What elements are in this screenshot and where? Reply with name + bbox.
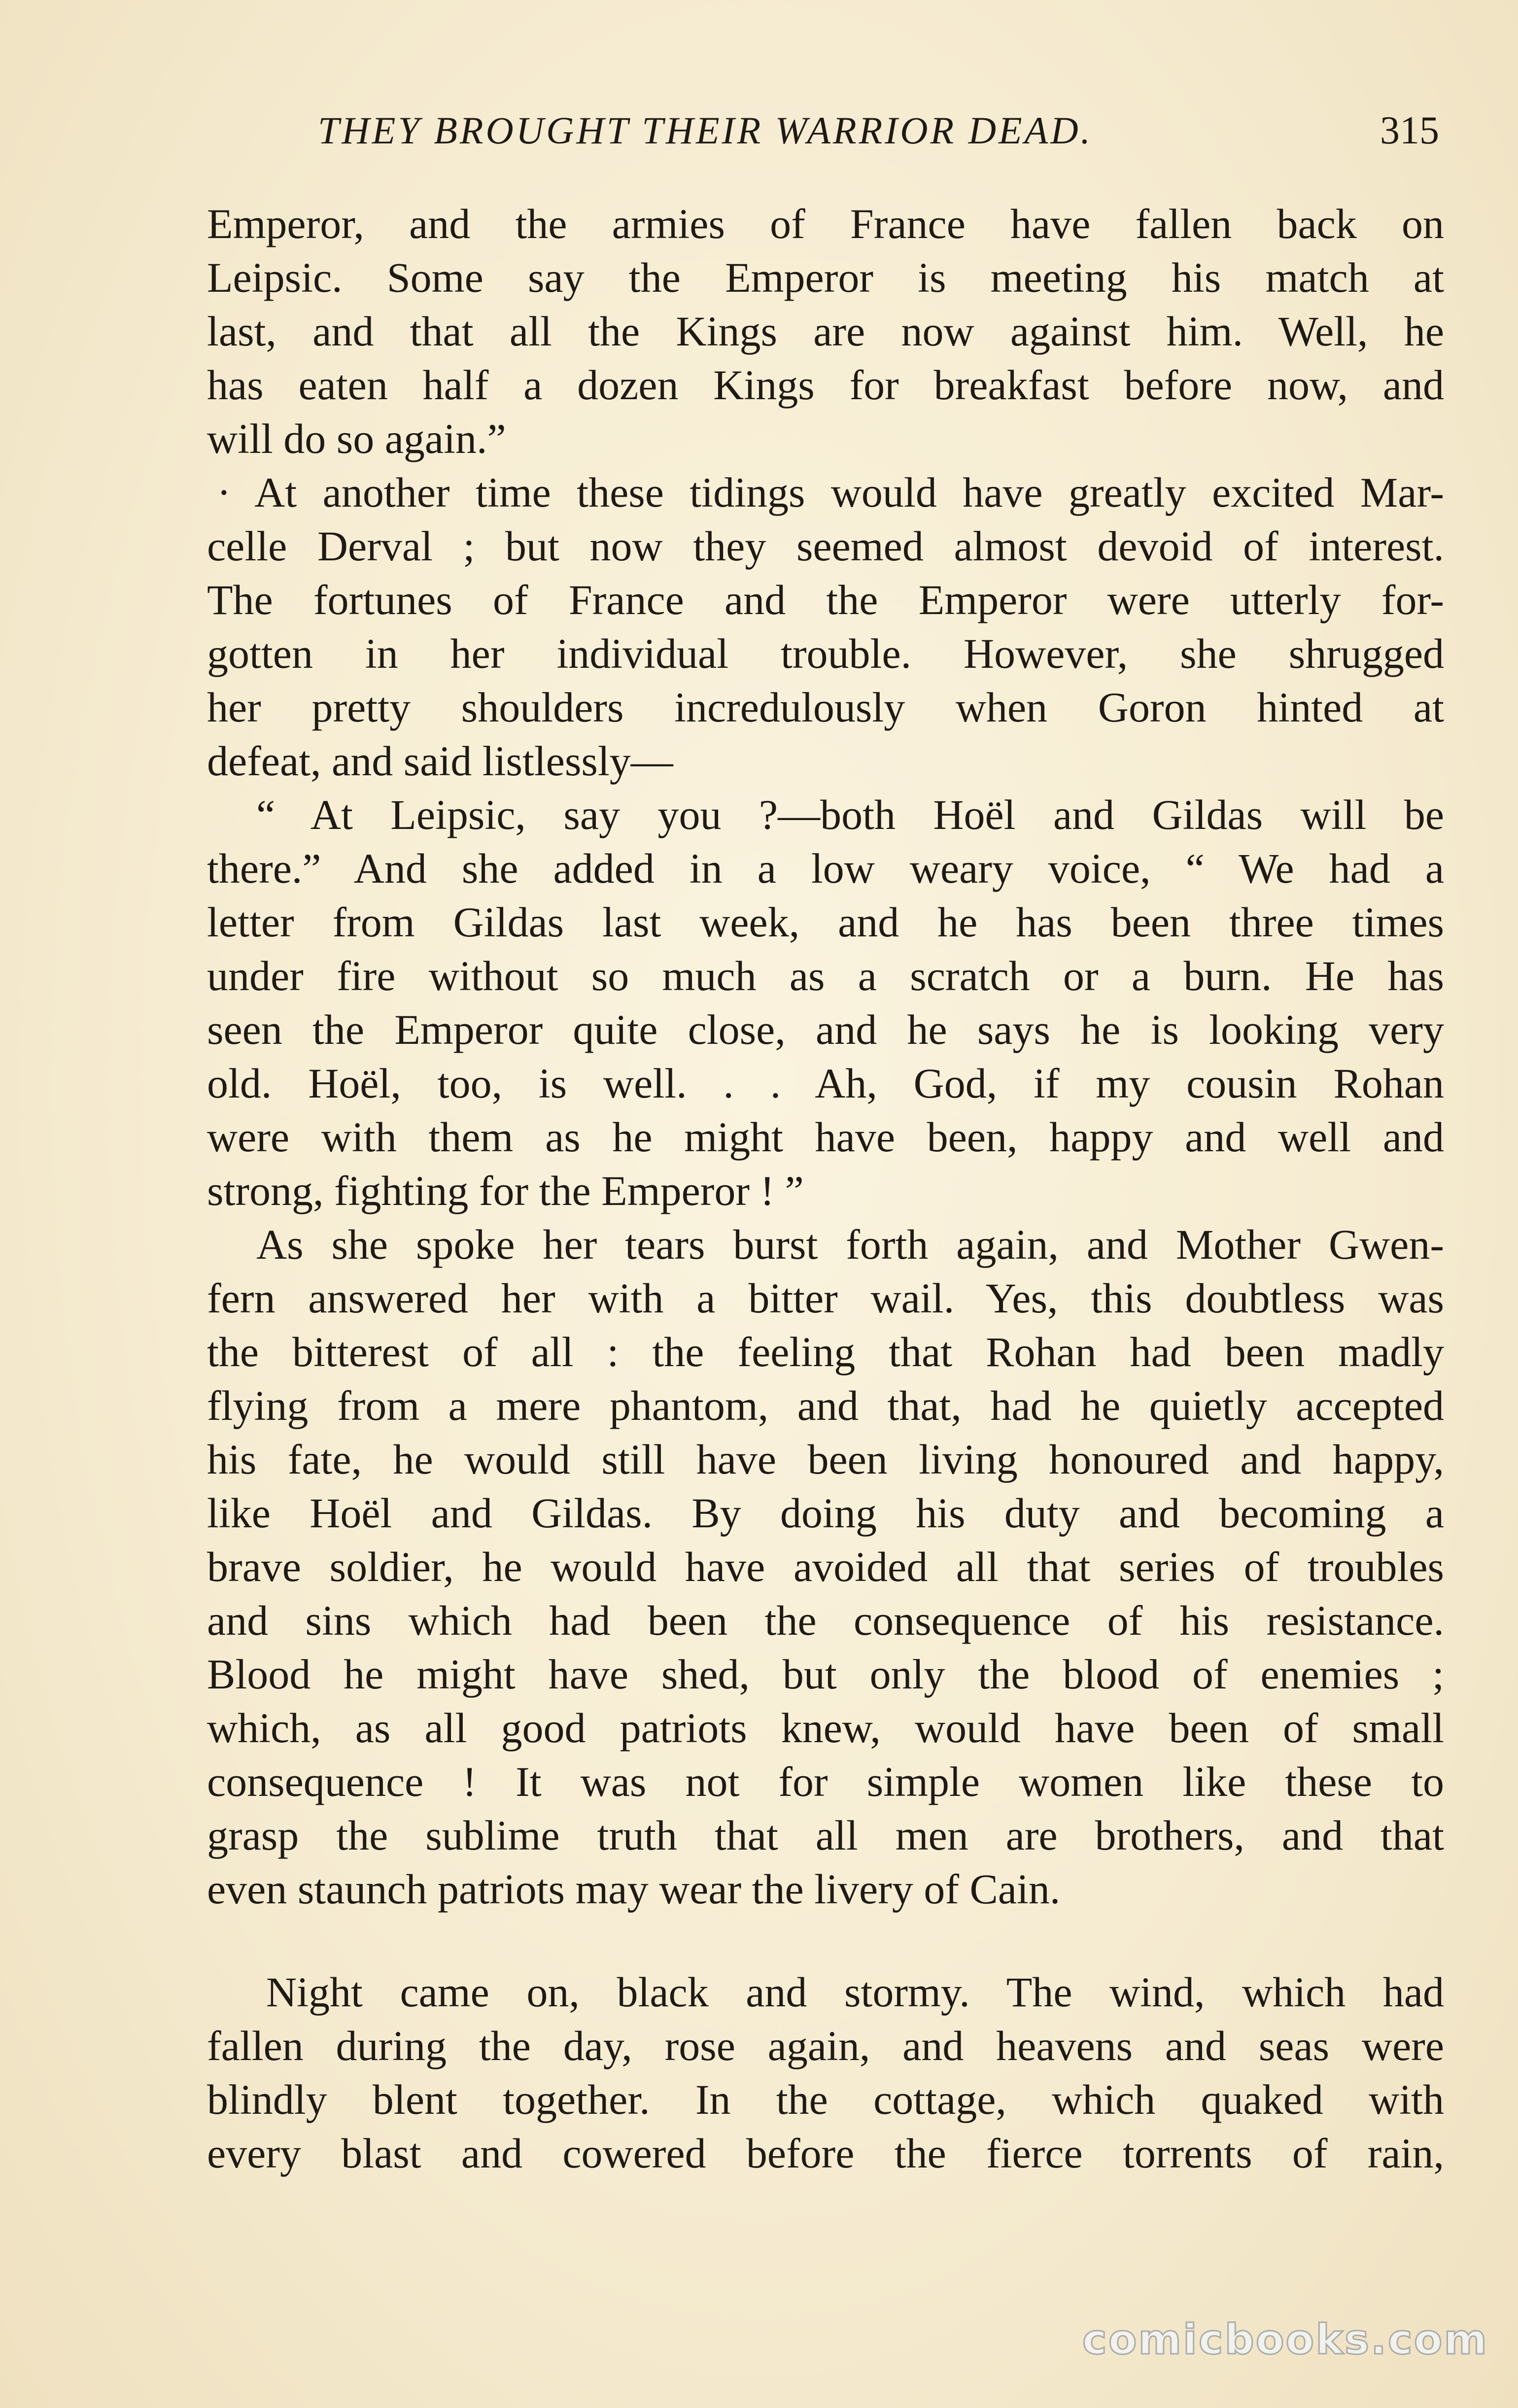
text-line: As she spoke her tears burst forth again, and Mother Gwen- — [256, 1221, 1444, 1268]
text-line: Leipsic. Some say the Emperor is meeting his match at — [207, 254, 1444, 301]
text-line: Night came on, black and stormy. The wind, which had — [266, 1968, 1444, 2016]
text-line: his fate, he would still have been living honoured and happy, — [207, 1436, 1444, 1483]
text-line: her pretty shoulders incredulously when Goron hinted at — [207, 684, 1444, 731]
running-title: THEY BROUGHT THEIR WARRIOR DEAD. — [318, 109, 1093, 152]
text-line: grasp the sublime truth that all men are brothers, and that — [207, 1812, 1444, 1859]
text-line: under fire without so much as a scratch or a burn. He has — [207, 952, 1444, 999]
text-line: last, and that all the Kings are now against him. Well, he — [207, 308, 1444, 355]
text-line: brave soldier, he would have avoided all that series of troubles — [207, 1543, 1444, 1590]
text-line: were with them as he might have been, happy and well and — [207, 1113, 1444, 1161]
text-line: which, as all good patriots knew, would have been of small — [207, 1704, 1444, 1752]
text-line: will do so again.” — [207, 415, 506, 462]
text-line: flying from a mere phantom, and that, had he quietly accepted — [207, 1382, 1444, 1429]
text-line: has eaten half a dozen Kings for breakfast before now, and — [207, 361, 1444, 409]
text-line: letter from Gildas last week, and he has been three times — [207, 898, 1444, 946]
text-line: the bitterest of all : the feeling that Rohan had been madly — [207, 1328, 1444, 1376]
site-watermark: comicbooks.com — [1082, 2315, 1488, 2364]
text-line: Emperor, and the armies of France have fallen back on — [207, 200, 1444, 247]
text-line: “ At Leipsic, say you ?—both Hoël and Gildas will be — [256, 791, 1444, 838]
text-line: strong, fighting for the Emperor ! ” — [207, 1167, 804, 1214]
text-line: like Hoël and Gildas. By doing his duty and becoming a — [207, 1489, 1444, 1537]
text-line: defeat, and said listlessly— — [207, 737, 673, 785]
page-number: 315 — [1380, 109, 1439, 152]
text-line: blindly blent together. In the cottage, which quaked with — [207, 2076, 1444, 2123]
body-text — [207, 197, 1444, 2180]
text-line: old. Hoël, too, is well. . . Ah, God, if my cousin Rohan — [207, 1060, 1444, 1107]
section-break — [207, 1916, 1444, 1965]
text-line: · At another time these tidings would have greatly excited Mar- — [217, 469, 1444, 516]
text-line: fallen during the day, rose again, and heavens and seas were — [207, 2022, 1444, 2069]
text-line: and sins which had been the consequence of his resistance. — [207, 1597, 1444, 1644]
text-line: The fortunes of France and the Emperor were utterly for- — [207, 576, 1444, 623]
text-line: gotten in her individual trouble. However, she shrugged — [207, 630, 1444, 677]
text-line: even staunch patriots may wear the livery of Cain. — [207, 1865, 1061, 1913]
text-line: every blast and cowered before the fierce torrents of rain, — [207, 2130, 1444, 2177]
text-line: fern answered her with a bitter wail. Yes, this doubtless was — [207, 1274, 1444, 1322]
text-line: there.” And she added in a low weary voice, “ We had a — [207, 845, 1444, 892]
page-header — [207, 99, 1439, 172]
text-line: celle Derval ; but now they seemed almost devoid of interest. — [207, 522, 1444, 570]
text-line: Blood he might have shed, but only the blood of enemies ; — [207, 1651, 1444, 1698]
text-line: seen the Emperor quite close, and he says he is looking very — [207, 1006, 1444, 1053]
text-line: consequence ! It was not for simple women like these to — [207, 1758, 1444, 1805]
